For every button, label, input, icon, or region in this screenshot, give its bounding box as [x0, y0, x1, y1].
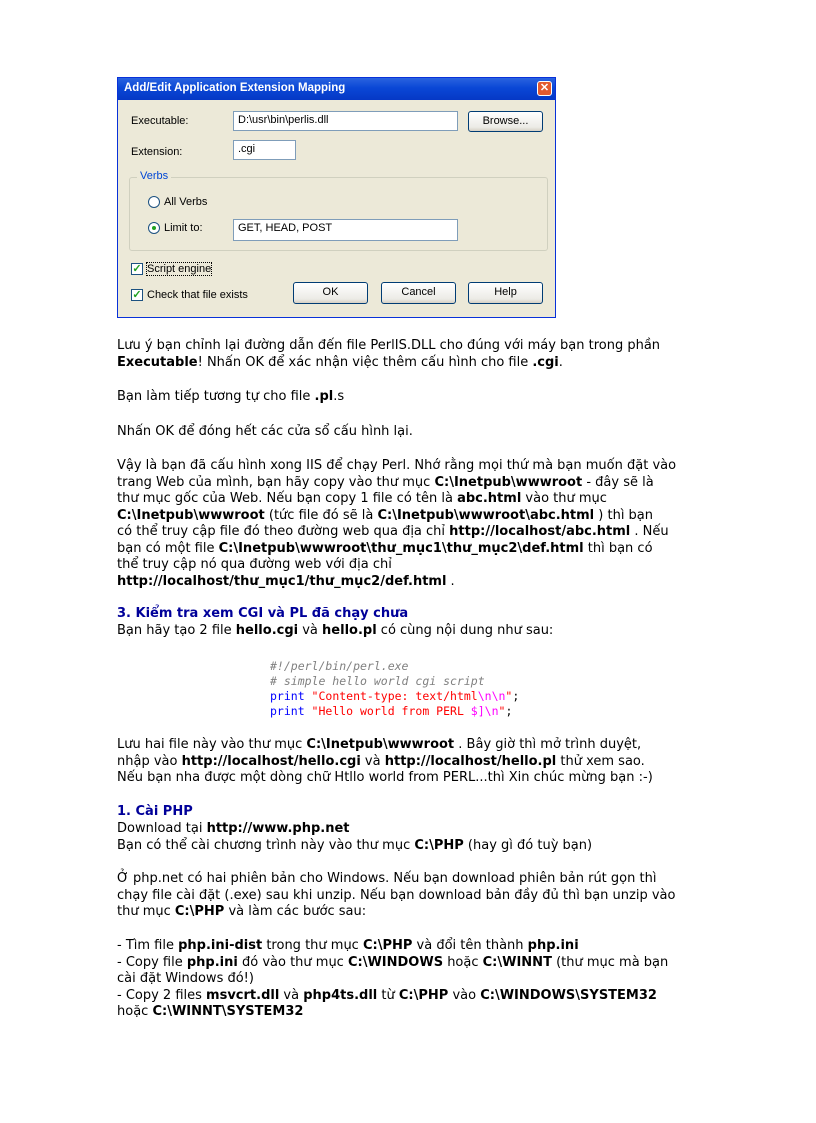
text: Executable [117, 354, 198, 370]
paragraph-save-files [117, 737, 653, 787]
section-heading-php: 1. Cài PHP [117, 804, 193, 819]
paragraph-pl-file [117, 389, 344, 406]
text: và đổi tên thành [412, 938, 528, 953]
code-token: "Hello world from PERL [304, 704, 471, 718]
text: vào [448, 987, 481, 1003]
text: . Bây giờ thì mở trình duyệt, [454, 737, 642, 752]
text: http://localhost/abc.html [449, 524, 631, 539]
text: Bạn hãy tạo 2 file [117, 623, 236, 638]
dialog-title: Add/Edit Application Extension Mapping [124, 82, 346, 94]
text: msvcrt.dll [206, 987, 280, 1003]
code-token: ; [505, 704, 513, 718]
text: - Tìm file [117, 938, 179, 953]
text: C:\Inetpub\wwwroot [434, 474, 583, 490]
text: bạn có một file [117, 540, 219, 556]
text: C:\WINDOWS [347, 954, 444, 970]
help-button[interactable]: Help [468, 282, 543, 304]
text: Bạn làm tiếp tương tự cho file [117, 389, 315, 404]
text: php.ini-dist [178, 938, 263, 953]
section-heading-cgi: 3. Kiểm tra xem CGI và PL đã chạy chưa [117, 606, 409, 621]
text: hello.cgi [235, 623, 299, 638]
code-line [270, 689, 519, 704]
check-file-label[interactable]: Check that file exists [147, 289, 248, 301]
limit-to-input[interactable]: GET, HEAD, POST [233, 219, 458, 241]
text: Download tại [117, 821, 207, 836]
text: hoặc [117, 1004, 153, 1019]
perl-code-block [270, 659, 519, 719]
text: và [279, 987, 304, 1003]
paragraph-create-files [117, 623, 553, 640]
text: ! Nhấn OK để xác nhận việc thêm cấu hình cho file [197, 354, 533, 370]
text: C:\PHP [174, 904, 225, 919]
dialog-titlebar[interactable] [118, 78, 555, 100]
text: hoặc [443, 954, 483, 970]
text: C:\Inetpub\wwwroot\abc.html [377, 507, 595, 523]
text: - Copy file [117, 954, 187, 970]
text: từ [377, 987, 399, 1003]
check-file-checkbox[interactable]: ✓ [132, 289, 142, 301]
ok-button[interactable]: OK [293, 282, 368, 304]
browse-button[interactable]: Browse... [468, 111, 543, 132]
text: .pl [314, 389, 334, 404]
text: . Nếu [630, 524, 669, 539]
text: Vậy là bạn đã cấu hình xong IIS để chạy Perl. Nhớ rằng mọi thứ mà bạn muốn đặt vào [117, 458, 677, 473]
text: thư mục gốc của Web. Nếu bạn copy 1 file có tên là [117, 491, 458, 506]
text: nhập vào [117, 753, 182, 769]
code-token: print [270, 689, 305, 703]
text: abc.html [457, 491, 522, 506]
text: C:\WINNT [482, 954, 552, 970]
text: vào thư mục [521, 491, 607, 506]
text: Lưu ý bạn chỉnh lại đường dẫn đến file PerlIS.DLL cho đúng với máy bạn trong phần [117, 338, 661, 353]
close-icon[interactable]: ✕ [537, 81, 552, 96]
all-verbs-radio[interactable] [148, 196, 160, 208]
text: trang Web của mình, bạn hãy copy vào thư mục [117, 474, 435, 490]
text: Lưu hai file này vào thư mục [117, 737, 307, 752]
all-verbs-label[interactable]: All Verbs [164, 196, 208, 208]
text: php.ini [186, 954, 238, 970]
text: ) thì bạn [594, 507, 654, 523]
text: trong thư mục [262, 938, 363, 953]
text: thể truy cập nó qua đường web với địa chỉ [117, 557, 392, 572]
executable-input[interactable]: D:\usr\bin\perlis.dll [233, 111, 458, 131]
script-engine-checkbox[interactable]: ✓ [132, 263, 142, 275]
text: có cùng nội dung như sau: [376, 623, 554, 638]
text: C:\WINDOWS\SYSTEM32 [480, 987, 657, 1003]
code-token: ; [512, 689, 520, 703]
executable-label: Executable: [131, 115, 189, 127]
paragraph-close-windows: Nhấn OK để đóng hết các cửa sổ cấu hình lại. [117, 424, 413, 439]
code-line: #!/perl/bin/perl.exe [270, 659, 409, 673]
paragraph-php-versions [117, 871, 675, 921]
text: . [558, 354, 563, 370]
text: Bạn có thể cài chương trình này vào thư mục [117, 837, 415, 853]
paragraph-executable-note [117, 338, 660, 371]
text: http://localhost/thư_mục1/thư_mục2/def.html [117, 573, 447, 589]
text: C:\Inetpub\wwwroot\thư_mục1\thư_mục2\def.html [218, 540, 584, 556]
text: và [298, 623, 323, 638]
paragraph-iis-config [117, 458, 676, 590]
text: http://localhost/hello.pl [384, 753, 557, 769]
text: C:\PHP [414, 837, 464, 853]
text: php.ini [527, 938, 579, 953]
text: .s [333, 389, 345, 404]
extension-label: Extension: [131, 146, 183, 158]
text: đó vào thư mục [237, 954, 348, 970]
text: (hay gì đó tuỳ bạn) [463, 837, 593, 853]
code-token: \n\n [477, 689, 506, 703]
paragraph-download-php [117, 821, 592, 854]
text: hello.pl [322, 623, 377, 638]
code-token: " [498, 704, 506, 718]
text: C:\Inetpub\wwwroot [306, 737, 455, 752]
text: - đây sẽ là [582, 474, 654, 490]
code-token: "Content-type: text/html [304, 689, 478, 703]
code-token: " [505, 689, 513, 703]
cancel-button[interactable]: Cancel [381, 282, 456, 304]
text: (thư mục mà bạn [551, 954, 669, 970]
limit-to-label[interactable]: Limit to: [164, 222, 203, 234]
text: . [446, 573, 455, 589]
text: có thể truy cập file đó theo đường web qua địa chỉ [117, 524, 450, 539]
text: cài đặt Windows đó!) [117, 971, 254, 986]
text: thử xem sao. [556, 753, 645, 769]
text: (tức file đó sẽ là [264, 507, 378, 523]
paragraph-php-steps [117, 938, 668, 1021]
text: C:\PHP [362, 938, 413, 953]
text: - Copy 2 files [117, 987, 207, 1003]
text: Ở php.net có hai phiên bản cho Windows. Nếu bạn download phiên bản rút gọn thì [117, 871, 657, 886]
text: và làm các bước sau: [224, 904, 367, 919]
code-token: $]\n [470, 704, 499, 718]
text: chạy file cài đặt (.exe) sau khi unzip. Nếu bạn download bản đầy đủ thì bạn unzip vào [117, 887, 676, 903]
text: C:\WINNT\SYSTEM32 [152, 1004, 304, 1019]
script-engine-label[interactable]: Script engine [147, 263, 212, 275]
text: và [360, 753, 385, 769]
code-line [270, 704, 519, 719]
text: thư mục [117, 904, 175, 919]
text: http://www.php.net [206, 821, 350, 836]
extension-mapping-dialog [117, 77, 556, 318]
verbs-legend: Verbs [137, 170, 171, 182]
limit-to-radio[interactable] [148, 222, 160, 234]
text: Nếu bạn nha được một dòng chữ Htllo world from PERL...thì Xin chúc mừng bạn :-) [117, 770, 653, 785]
text: php4ts.dll [303, 987, 378, 1003]
text: http://localhost/hello.cgi [181, 753, 361, 769]
text: C:\Inetpub\wwwroot [117, 507, 265, 523]
code-line: # simple hello world cgi script [270, 674, 485, 688]
text: .cgi [532, 354, 559, 370]
text: thì bạn có [583, 540, 653, 556]
code-token: print [270, 704, 305, 718]
extension-input[interactable]: .cgi [233, 140, 296, 160]
text: C:\PHP [398, 987, 449, 1003]
